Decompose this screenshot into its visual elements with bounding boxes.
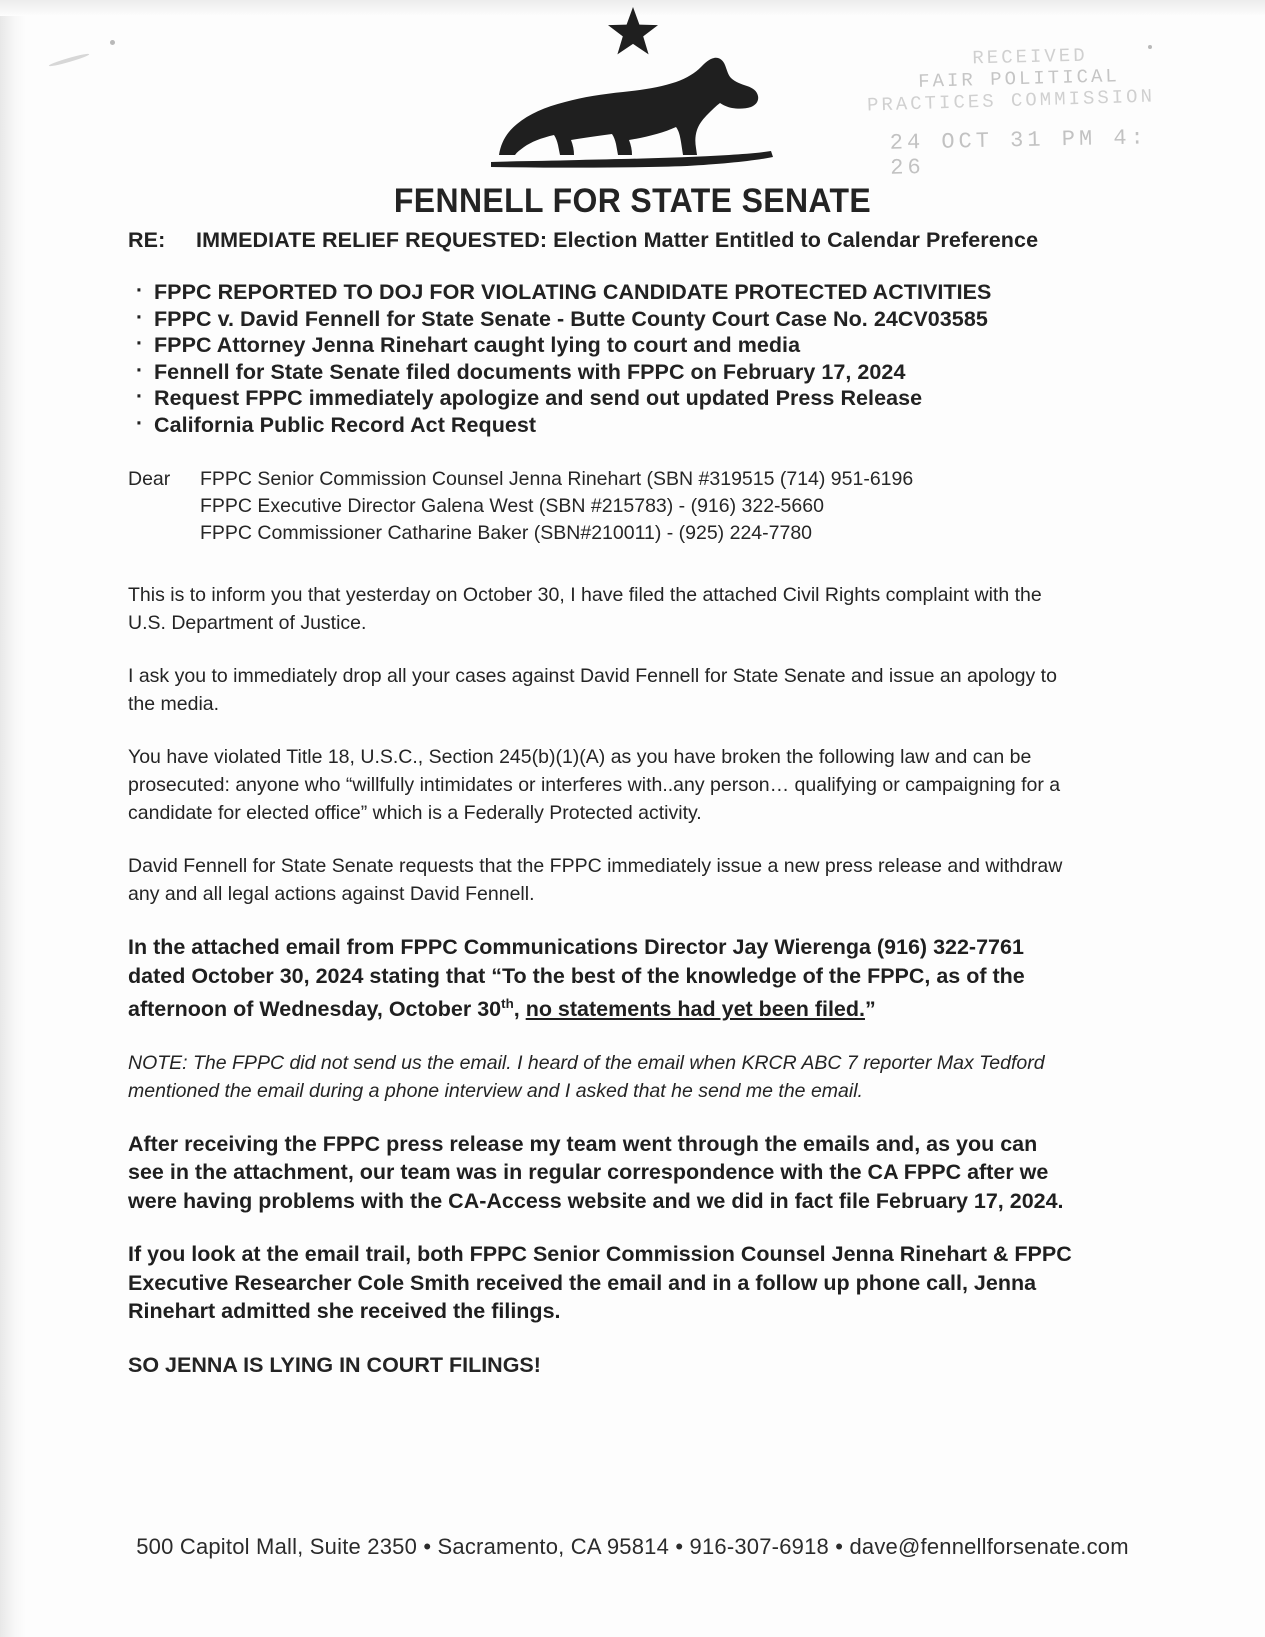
footer-contact-line: 500 Capitol Mall, Suite 2350 • Sacramento, CA 95814 • 916-307-6918 • dave@fennellforsenate.com [136, 1534, 1129, 1559]
list-item: · FPPC Attorney Jenna Rinehart caught lying to court and media [128, 332, 1073, 359]
re-line [128, 228, 1073, 253]
quote-text-part-3: ” [864, 997, 876, 1022]
list-item: · Fennell for State Senate filed documents with FPPC on February 17, 2024 [128, 359, 1073, 386]
stamp-line-agency-2: PRACTICES COMMISSION [866, 85, 1156, 117]
california-bear-icon [483, 54, 783, 176]
re-subject: IMMEDIATE RELIEF REQUESTED: Election Matter Entitled to Calendar Preference [196, 228, 1039, 252]
paragraph-email-trail: If you look at the email trail, both FPPC Senior Commission Counsel Jenna Rinehart & FPPC Executive Researcher Cole Smith received the email and in a follow up phone call, Jenna Rinehart admitted she received the filings. [128, 1242, 1072, 1324]
paragraph-press-release-request: David Fennell for State Senate requests that the FPPC immediately issue a new press release and withdraw any and all legal actions against David Fennell. [128, 855, 1063, 905]
quote-underlined-text: no statements had yet been filed. [525, 997, 865, 1022]
stamp-date: 24 OCT 31 PM 4: 26 [889, 125, 1149, 181]
salutation-block [128, 466, 1073, 547]
paragraph-title-18-violation: You have violated Title 18, U.S.C., Section 245(b)(1)(A) as you have broken the following law and can be prosecuted: anyone who “willfully intimidates or interferes with..any person… qualifying or campaigning for a candidate for elected office” which is a Federally Protected activity. [128, 746, 1061, 824]
list-item: · FPPC REPORTED TO DOJ FOR VIOLATING CANDIDATE PROTECTED ACTIVITIES [128, 279, 1073, 306]
ordinal-superscript: th [501, 996, 514, 1011]
star-icon [607, 6, 659, 56]
scan-edge-shadow [0, 0, 26, 1637]
letter-body [128, 228, 1073, 1379]
list-item: · California Public Record Act Request [128, 412, 1073, 439]
recipient-line: FPPC Executive Director Galena West (SBN #215783) - (916) 322-5660 [200, 495, 824, 517]
salutation-row [128, 493, 1073, 520]
paragraph-doj-complaint: This is to inform you that yesterday on October 30, I have filed the attached Civil Rights complaint with the U.S. Department of Justice. [128, 584, 1042, 634]
stamp-line-agency-1: FAIR POLITICAL [917, 65, 1121, 93]
paragraph-drop-cases: I ask you to immediately drop all your cases against David Fennell for State Senate and issue an apology to the media. [128, 665, 1057, 715]
list-item: · FPPC v. David Fennell for State Senate - Butte County Court Case No. 24CV03585 [128, 306, 1073, 333]
recipient-line: FPPC Commissioner Catharine Baker (SBN#210011) - (925) 224-7780 [200, 522, 813, 544]
stamp-line-received: RECEIVED [972, 44, 1088, 70]
re-label: RE: [128, 228, 166, 252]
paragraph-email-review: After receiving the FPPC press release my team went through the emails and, as you can see in the attachment, our team was in regular correspondence with the CA FPPC after we were having problems with the CA-Access website and we did in fact file February 17, 2024. [128, 1131, 1064, 1213]
paragraph-attached-email-quote [128, 933, 1073, 1024]
paragraph-note: NOTE: The FPPC did not send us the email. I heard of the email when KRCR ABC 7 reporter Max Tedford mentioned the email during a phone interview and I asked that he send me the email. [128, 1051, 1045, 1102]
paragraph-conclusion: SO JENNA IS LYING IN COURT FILINGS! [128, 1352, 541, 1377]
salutation-row [128, 520, 1073, 547]
salutation-row [128, 466, 1073, 493]
salutation-label: Dear [128, 468, 171, 490]
quote-text-part-1: In the attached email from FPPC Communications Director Jay Wierenga (916) 322-7761 dated October 30, 2024 stating that “To the best of the knowledge of the FPPC, as of the afternoon of Wednesday, October 30 [128, 935, 1025, 1022]
letterhead [0, 6, 1265, 221]
recipient-line: FPPC Senior Commission Counsel Jenna Rinehart (SBN #319515 (714) 951-6196 [200, 468, 914, 490]
list-item: · Request FPPC immediately apologize and send out updated Press Release [128, 385, 1073, 412]
quote-text-part-2: , [513, 997, 526, 1022]
summary-bullet-list [128, 279, 1073, 438]
organization-title: FENNELL FOR STATE SENATE [393, 182, 872, 220]
